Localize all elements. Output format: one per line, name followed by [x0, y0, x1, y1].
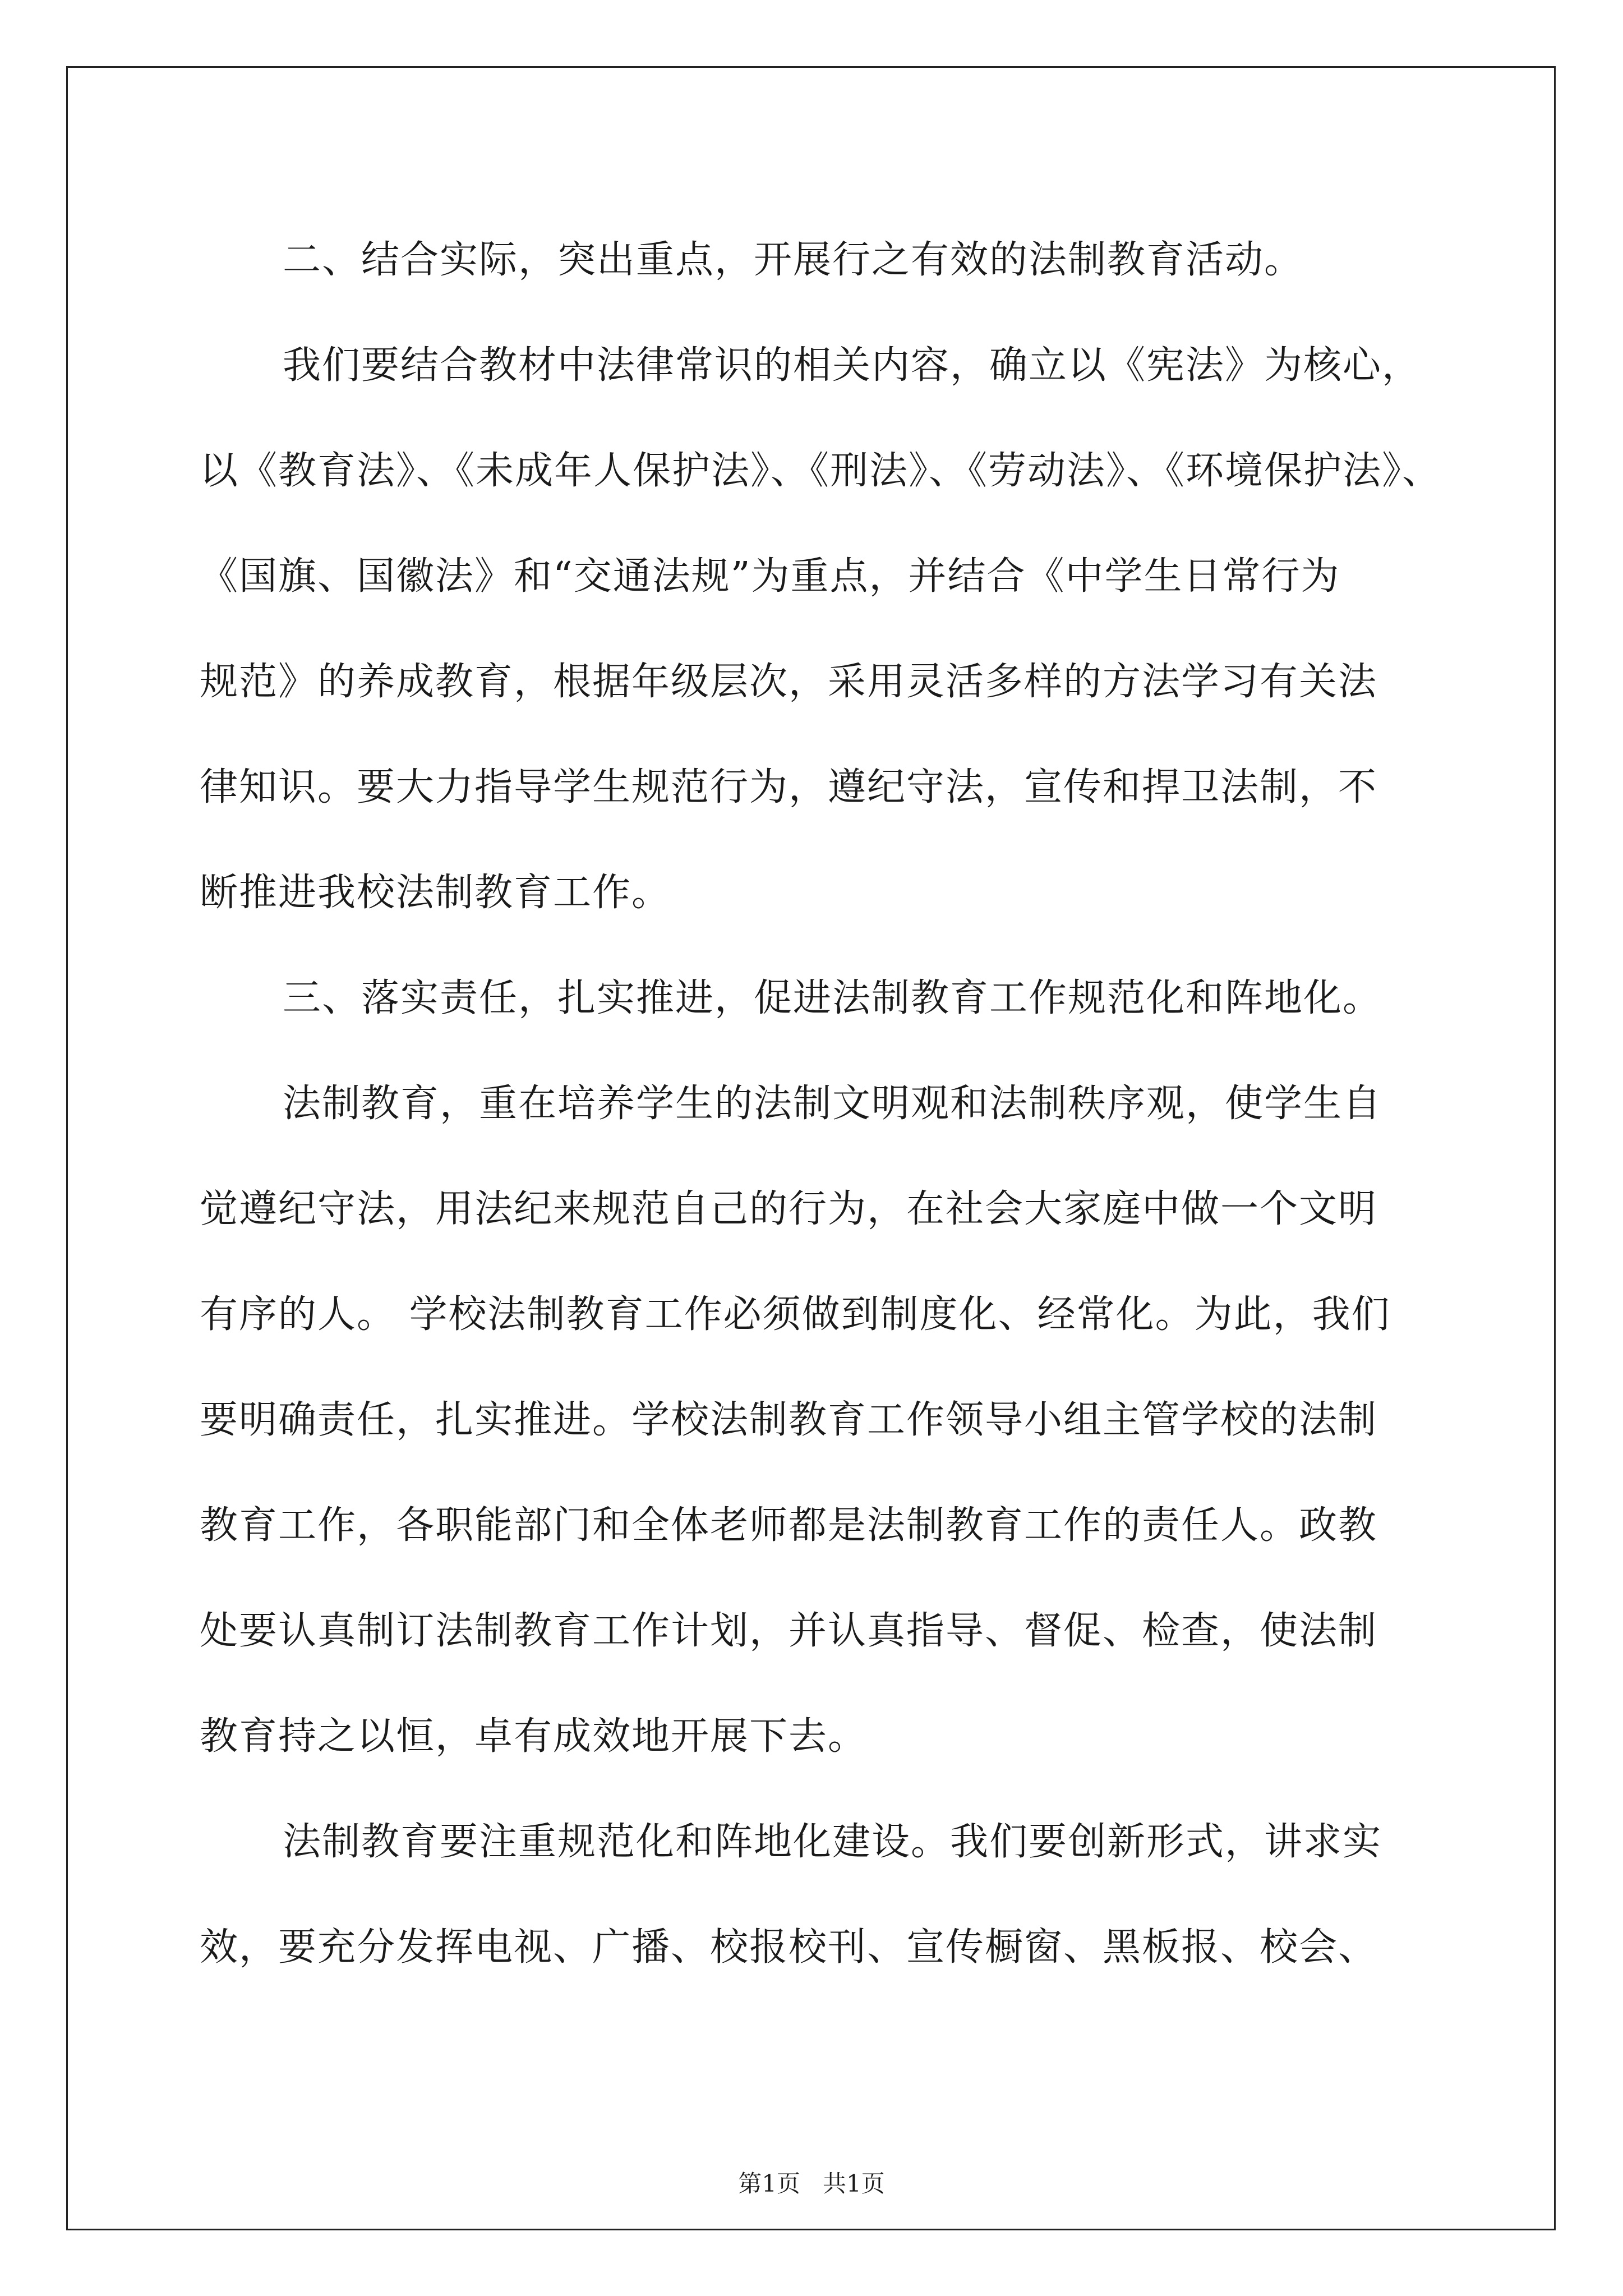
text-line: 律知识。要大力指导学生规范行为，遵纪守法，宣传和捍卫法制，不 — [200, 765, 1378, 809]
text-line: 三、落实责任，扎实推进，促进法制教育工作规范化和阵地化。 — [283, 976, 1382, 1020]
text-line: 效，要充分发挥电视、广播、校报校刊、宣传橱窗、黑板报、校会、 — [200, 1925, 1378, 1970]
text-line: 二、结合实际，突出重点，开展行之有效的法制教育活动。 — [283, 238, 1304, 282]
text-line: 法制教育，重在培养学生的法制文明观和法制秩序观，使学生自 — [283, 1082, 1382, 1126]
text-line: 法制教育要注重规范化和阵地化建设。我们要创新形式，讲求实 — [283, 1820, 1382, 1864]
text-line: 处要认真制订法制教育工作计划，并认真指导、督促、检查，使法制 — [200, 1609, 1378, 1653]
text-line: 我们要结合教材中法律常识的相关内容，确立以《宪法》为核心， — [283, 343, 1422, 388]
text-line: 以《教育法》、《未成年人保护法》、《刑法》、《劳动法》、《环境保护法》、 — [200, 449, 1442, 493]
page-footer — [0, 2165, 1623, 2199]
text-line: 教育持之以恒，卓有成效地开展下去。 — [200, 1714, 868, 1759]
page-number-current: 第1页 — [738, 2170, 800, 2197]
text-line: 有序的人。 学校法制教育工作必须做到制度化、经常化。为此，我们 — [200, 1292, 1391, 1337]
text-line: 断推进我校法制教育工作。 — [200, 871, 671, 915]
text-line: 规范》的养成教育，根据年级层次，采用灵活多样的方法学习有关法 — [200, 660, 1378, 704]
text-line: 要明确责任，扎实推进。学校法制教育工作领导小组主管学校的法制 — [200, 1398, 1378, 1442]
paragraph-body — [200, 313, 1442, 946]
paragraph-heading-3 — [200, 946, 1433, 1051]
paragraph-body — [200, 1789, 1433, 2000]
page-number-total: 共1页 — [823, 2170, 885, 2197]
text-line: 《国旗、国徽法》和“交通法规”为重点，并结合《中学生日常行为 — [200, 554, 1340, 599]
paragraph-heading-2 — [200, 208, 1433, 313]
paragraph-body — [200, 1051, 1433, 1789]
text-line: 觉遵纪守法，用法纪来规范自己的行为，在社会大家庭中做一个文明 — [200, 1187, 1378, 1231]
document-body — [200, 208, 1442, 2000]
text-line: 教育工作，各职能部门和全体老师都是法制教育工作的责任人。政教 — [200, 1503, 1378, 1548]
